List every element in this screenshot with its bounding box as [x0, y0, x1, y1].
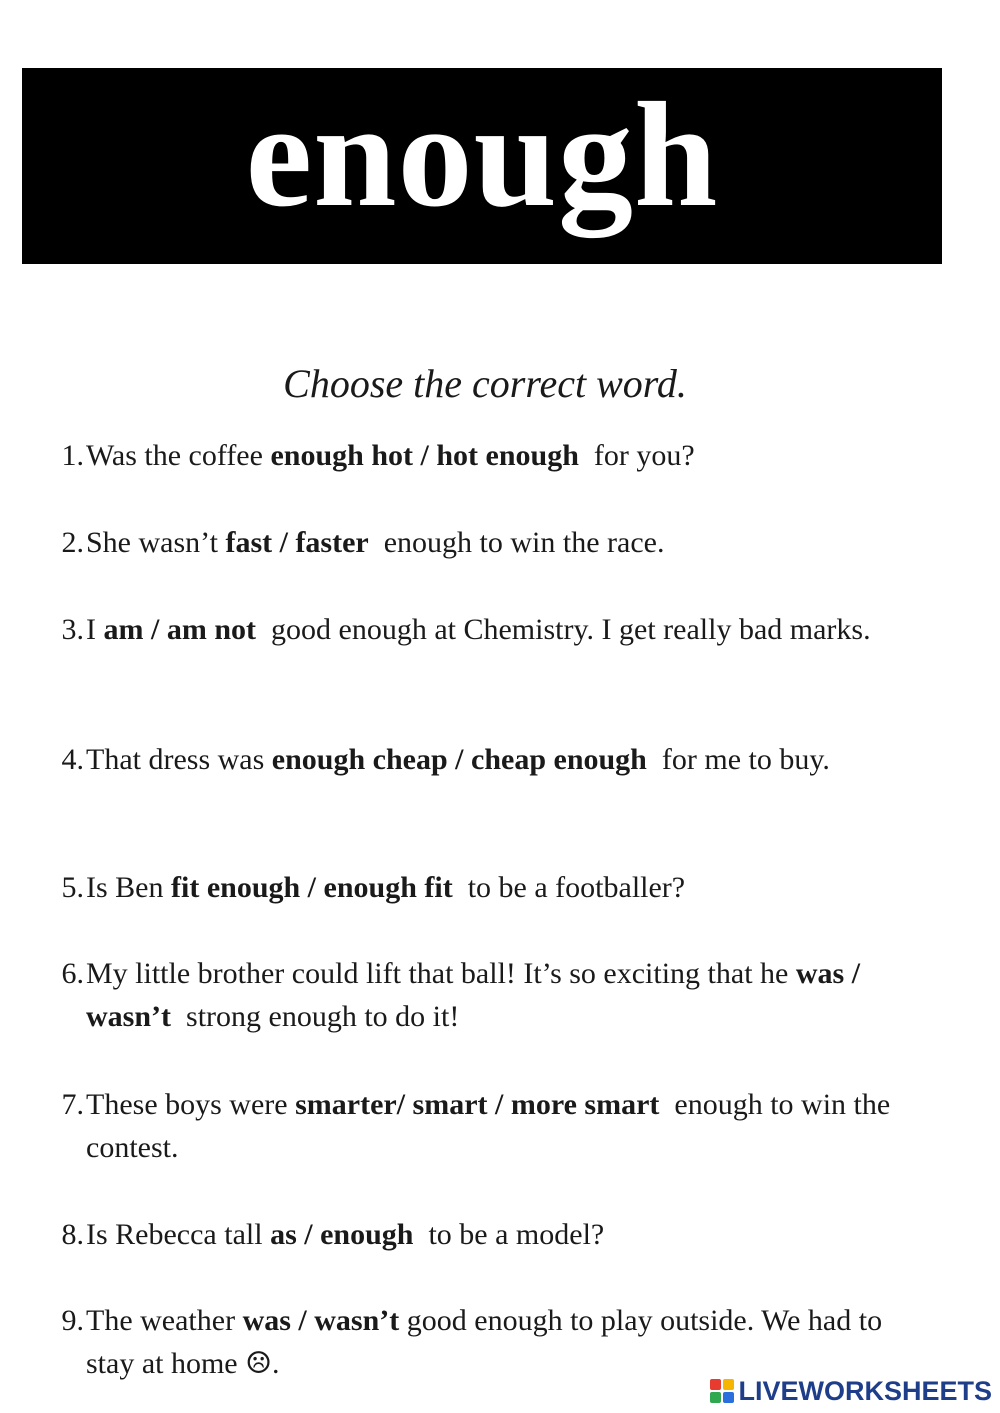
item-number: 7.: [61, 1088, 84, 1121]
exercise-item: [50, 952, 920, 1038]
sentence-text: She wasn’t: [86, 526, 226, 559]
exercise-item: [50, 1083, 920, 1169]
item-number: 4.: [61, 743, 84, 776]
item-number: 3.: [61, 613, 84, 646]
sentence-text: strong enough to do it!: [171, 1000, 460, 1033]
sentence-text: Is Rebecca tall: [86, 1218, 271, 1251]
exercise-item: [50, 608, 920, 651]
sentence-text: These boys were: [86, 1088, 296, 1121]
item-text: [86, 1083, 920, 1169]
answer-options[interactable]: as / enough: [270, 1218, 414, 1251]
sentence-text: I: [86, 613, 104, 646]
sentence-text: Was the coffee: [86, 439, 271, 472]
liveworksheets-brand[interactable]: [710, 1373, 992, 1409]
item-text: [86, 434, 920, 477]
exercise-item: [50, 1213, 920, 1256]
item-number: 6.: [61, 957, 84, 990]
worksheet-title: enough: [245, 72, 719, 238]
item-text: [86, 866, 920, 909]
sentence-text: good enough at Chemistry. I get really bad marks.: [256, 613, 871, 646]
answer-options[interactable]: enough cheap / cheap enough: [271, 743, 647, 776]
item-number: 1.: [61, 439, 84, 472]
answer-options[interactable]: enough hot / hot enough: [270, 439, 579, 472]
sentence-text: for you?: [578, 439, 695, 472]
answer-options[interactable]: fast / faster: [225, 526, 369, 559]
answer-options[interactable]: was / wasn’t: [242, 1304, 400, 1337]
sentence-text: Is Ben: [86, 871, 171, 904]
exercise-item: [50, 521, 920, 564]
liveworksheets-logo-icon: [710, 1379, 734, 1403]
sentence-text: enough to win the race.: [368, 526, 665, 559]
exercise-item: [50, 434, 920, 477]
sentence-text: to be a model?: [413, 1218, 605, 1251]
title-banner: [22, 68, 942, 264]
item-number: 2.: [61, 526, 84, 559]
item-text: [86, 952, 920, 1038]
sentence-text: to be a footballer?: [452, 871, 686, 904]
instructions: Choose the correct word.: [283, 361, 687, 406]
brand-text: LIVEWORKSHEETS: [738, 1375, 992, 1406]
item-number: 9.: [61, 1304, 84, 1337]
sentence-text: good enough to play outside. We had to stay at home ☹.: [86, 1304, 890, 1380]
answer-options[interactable]: smarter/ smart / more smart: [295, 1088, 660, 1121]
item-number: 8.: [61, 1218, 84, 1251]
sentence-text: for me to buy.: [646, 743, 830, 776]
item-text: [86, 521, 920, 564]
item-text: [86, 738, 920, 781]
answer-options[interactable]: fit enough / enough fit: [171, 871, 453, 904]
sentence-text: The weather: [86, 1304, 243, 1337]
exercise-item: [50, 738, 920, 781]
answer-options[interactable]: was / wasn’t: [86, 957, 868, 1033]
item-text: [86, 608, 920, 651]
sentence-text: That dress was: [86, 743, 272, 776]
answer-options[interactable]: am / am not: [103, 613, 256, 646]
item-number: 5.: [61, 871, 84, 904]
exercise-item: [50, 866, 920, 909]
sentence-text: enough to win the contest.: [86, 1088, 898, 1164]
item-text: [86, 1213, 920, 1256]
sentence-text: My little brother could lift that ball! It’s so exciting that he: [86, 957, 796, 990]
